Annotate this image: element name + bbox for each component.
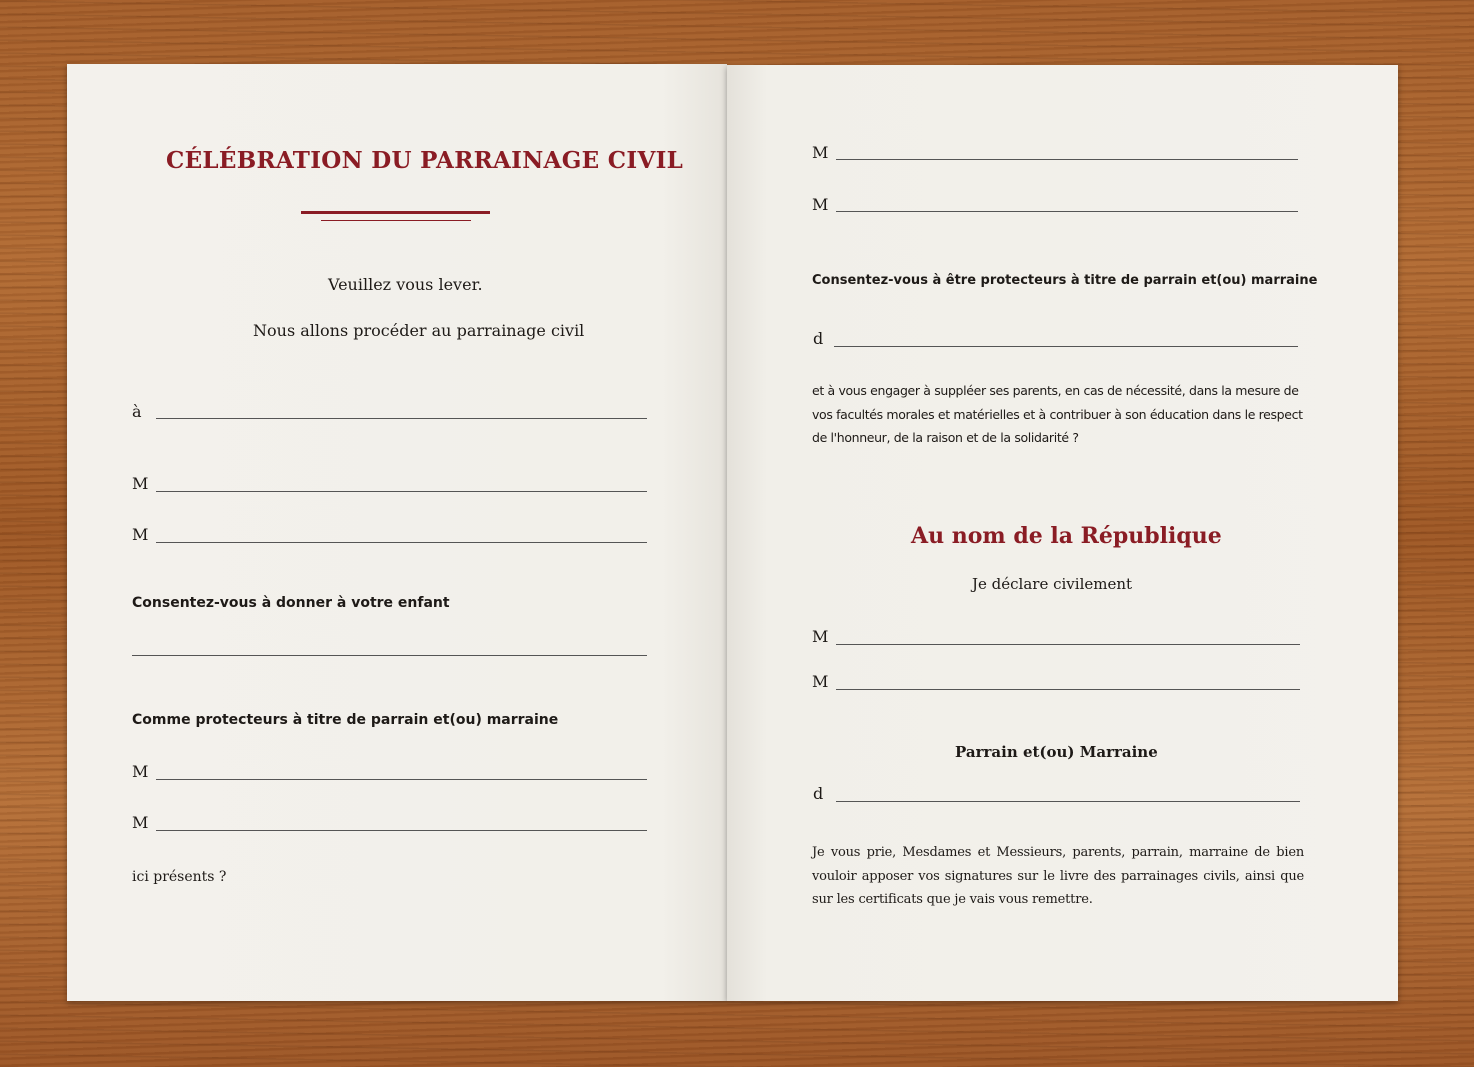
- right-godparent-4-line[interactable]: [836, 689, 1300, 690]
- right-godparent-3-line[interactable]: [836, 644, 1300, 645]
- title-underline-thin: [321, 220, 471, 221]
- ceremony-title: CÉLÉBRATION DU PARRAINAGE CIVIL: [166, 147, 684, 174]
- right-prefix-d-1: d: [813, 329, 824, 348]
- prefix-m-parent-1: M: [132, 474, 149, 493]
- right-prefix-m-2: M: [812, 195, 829, 214]
- republic-title: Au nom de la République: [911, 523, 1222, 549]
- declare-civilly: Je déclare civilement: [972, 575, 1133, 593]
- right-prefix-m-1: M: [812, 143, 829, 162]
- right-prefix-m-4: M: [812, 672, 829, 691]
- right-child-line[interactable]: [834, 346, 1298, 347]
- intro-procede: Nous allons procéder au parrainage civil: [253, 321, 585, 340]
- prefix-m-godparent-1: M: [132, 762, 149, 781]
- question-consent-protectors: Consentez-vous à être protecteurs à titre de parrain et(ou) marraine: [812, 273, 1318, 288]
- prefix-m-godparent-2: M: [132, 813, 149, 832]
- parent-2-line[interactable]: [156, 542, 647, 543]
- right-godchild-line[interactable]: [836, 801, 1300, 802]
- prefix-m-parent-2: M: [132, 525, 149, 544]
- godparent-2-line[interactable]: [156, 830, 647, 831]
- parrain-marraine-heading: Parrain et(ou) Marraine: [955, 743, 1158, 761]
- right-godparent-1-line[interactable]: [836, 159, 1298, 160]
- question-give-child: Consentez-vous à donner à votre enfant: [132, 595, 450, 611]
- title-underline-thick: [301, 211, 490, 214]
- child-name-line[interactable]: [156, 418, 647, 419]
- parent-1-line[interactable]: [156, 491, 647, 492]
- left-page: [67, 64, 727, 1001]
- closing-present: ici présents ?: [132, 869, 227, 885]
- right-prefix-d-2: d: [813, 784, 824, 803]
- engagement-text: et à vous engager à suppléer ses parents, en cas de nécessité, dans la mesure de vos facultés morales et matérielles et à contribuer à son éducation dans le respect de l'honneur, de la raison et de la solidarité ?: [812, 383, 1303, 445]
- right-prefix-m-3: M: [812, 627, 829, 646]
- question-protectors: Comme protecteurs à titre de parrain et(ou) marraine: [132, 712, 559, 728]
- right-godparent-2-line[interactable]: [836, 211, 1298, 212]
- godparent-1-line[interactable]: [156, 779, 647, 780]
- child-line[interactable]: [132, 655, 647, 656]
- intro-stand: Veuillez vous lever.: [328, 275, 483, 294]
- signature-request: Je vous prie, Mesdames et Messieurs, parents, parrain, marraine de bien vouloir apposer vos signatures sur le livre des parrainages civils, ainsi que sur les certificats que je vais vous remettre.: [812, 845, 1304, 907]
- prefix-a: à: [132, 402, 142, 421]
